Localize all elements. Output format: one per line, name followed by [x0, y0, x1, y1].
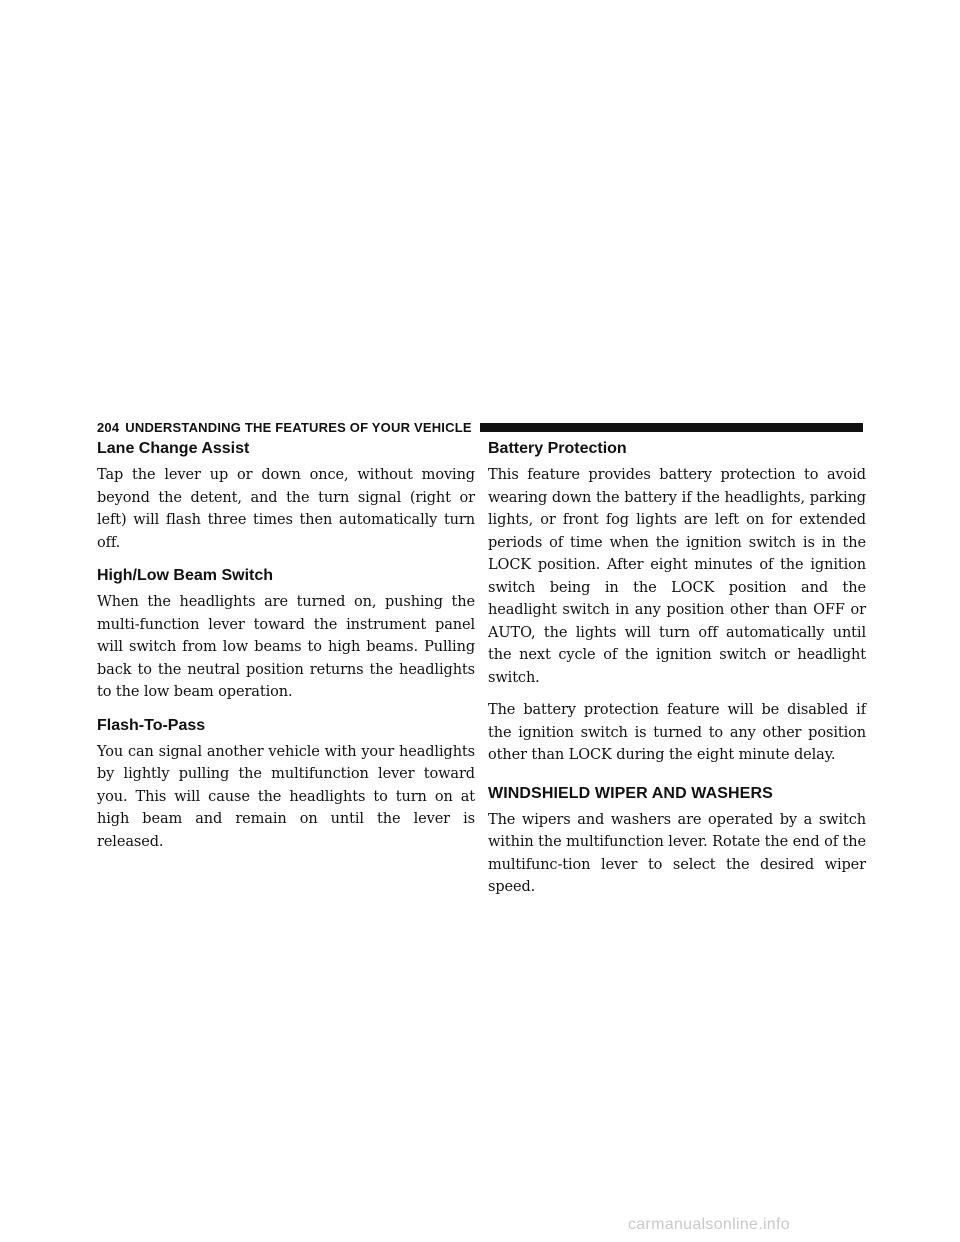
section-heading: Flash-To-Pass: [97, 716, 206, 734]
section-high-low-beam-switch: [97, 565, 475, 704]
right-column: [488, 438, 866, 910]
section-paragraph: You can signal another vehicle with your headlights by lightly pulling the multifunction lever toward you. This will cause the headlights to turn on at high beam and remain on until the lever is released.: [97, 743, 475, 850]
section-lane-change-assist: [97, 438, 475, 554]
section-heading: High/Low Beam Switch: [97, 567, 274, 584]
section-paragraph: The wipers and washers are operated by a switch within the multifunction lever. Rotate the end of the multifunc-tion lever to select the desired wiper speed.: [488, 811, 866, 895]
section-paragraph: This feature provides battery protection to avoid wearing down the battery if the headlights, parking lights, or front fog lights are left on for extended periods of time when the ignition switch is in the LOCK position. After eight minutes of the ignition switch being in the LOCK position and the headlight switch in any position other than OFF or AUTO, the lights will turn off automatically until the next cycle of the ignition switch or headlight switch.: [488, 467, 866, 686]
header-rule: [480, 423, 863, 432]
section-paragraph: Tap the lever up or down once, without moving beyond the detent, and the turn signal (right or left) will flash three times then automatically turn off.: [97, 467, 475, 551]
section-heading: Battery Protection: [488, 440, 627, 457]
left-column: [97, 438, 475, 864]
section-flash-to-pass: [97, 715, 475, 854]
page-number: 204: [97, 419, 120, 435]
section-windshield-wiper-and-washers: [488, 783, 866, 899]
section-paragraph: The battery protection feature will be disabled if the ignition switch is turned to any other position other than LOCK during the eight minute delay.: [488, 702, 866, 763]
watermark: carmanualsonline.info: [628, 1216, 790, 1233]
page-header: [97, 414, 863, 440]
section-paragraph: When the headlights are turned on, pushing the multi-function lever toward the instrument panel will switch from low beams to high beams. Pulling back to the neutral position returns the headlights to the low beam operation.: [97, 594, 475, 700]
section-heading: Lane Change Assist: [97, 440, 250, 457]
section-heading: WINDSHIELD WIPER AND WASHERS: [488, 784, 773, 802]
section-battery-protection: [488, 438, 866, 767]
chapter-title: UNDERSTANDING THE FEATURES OF YOUR VEHICLE: [125, 419, 472, 435]
